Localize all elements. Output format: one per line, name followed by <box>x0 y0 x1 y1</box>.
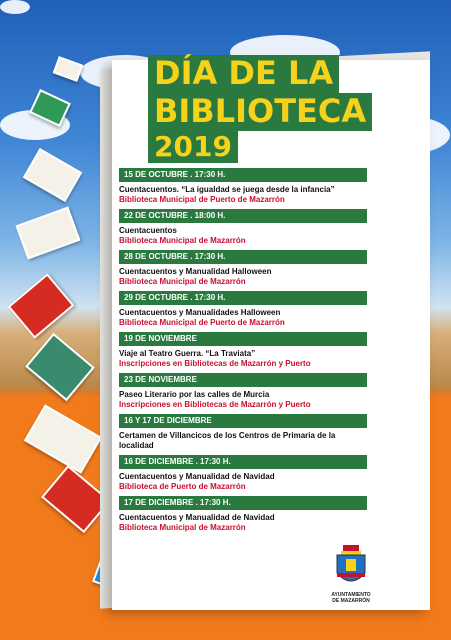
event-date: 17 DE DICIEMBRE . 17:30 H. <box>119 496 367 510</box>
event-venue: Biblioteca Municipal de Mazarrón <box>119 277 246 286</box>
book-icon <box>25 333 95 401</box>
book-icon <box>23 148 82 202</box>
event-item <box>119 168 367 205</box>
event-item <box>119 373 367 410</box>
event-title: Cuentacuentos y Manualidad Halloween <box>119 267 272 276</box>
event-title: Cuentacuentos y Manualidades Halloween <box>119 308 281 317</box>
crest-caption <box>320 592 382 604</box>
event-date: 22 DE OCTUBRE . 18:00 H. <box>119 209 367 223</box>
event-item <box>119 332 367 369</box>
book-icon <box>16 207 81 260</box>
event-title: Viaje al Teatro Guerra. “La Traviata” <box>119 349 256 358</box>
title-line-2: BIBLIOTECA <box>148 93 372 131</box>
event-title: Cuentacuentos y Manualidad de Navidad <box>119 472 275 481</box>
event-date: 28 DE OCTUBRE . 17:30 H. <box>119 250 367 264</box>
event-title: Cuentacuentos. “La igualdad se juega desde la infancia” <box>119 185 335 194</box>
event-venue: Biblioteca Municipal de Mazarrón <box>119 236 246 245</box>
book-icon <box>53 56 84 82</box>
town-crest-icon <box>333 545 369 589</box>
event-item <box>119 250 367 287</box>
event-item <box>119 455 367 492</box>
event-venue: Biblioteca Municipal de Puerto de Mazarrón <box>119 195 285 204</box>
event-item <box>119 209 367 246</box>
crest-line-1: AYUNTAMIENTO <box>331 592 371 598</box>
title-year: 2019 <box>148 131 238 163</box>
crest-line-2: DE MAZARRÓN <box>332 598 370 604</box>
event-venue: Inscripciones en Bibliotecas de Mazarrón y Puerto <box>119 400 311 409</box>
event-title: Paseo Literario por las calles de Murcia <box>119 390 270 399</box>
event-date: 16 Y 17 DE DICIEMBRE <box>119 414 367 428</box>
event-item <box>119 496 367 533</box>
event-title: Cuentacuentos y Manualidad de Navidad <box>119 513 275 522</box>
title-line-1: DÍA DE LA <box>148 55 339 93</box>
event-date: 19 DE NOVIEMBRE <box>119 332 367 346</box>
book-icon <box>8 273 75 339</box>
event-date: 23 DE NOVIEMBRE <box>119 373 367 387</box>
event-venue: Inscripciones en Bibliotecas de Mazarrón y Puerto <box>119 359 311 368</box>
event-venue: Biblioteca Municipal de Puerto de Mazarrón <box>119 318 285 327</box>
event-item <box>119 414 367 451</box>
event-title: Certamen de Villancicos de los Centros de Primaria de la localidad <box>119 431 336 450</box>
event-date: 29 DE OCTUBRE . 17:30 H. <box>119 291 367 305</box>
event-venue: Biblioteca Municipal de Mazarrón <box>119 523 246 532</box>
event-list <box>119 168 367 537</box>
event-title: Cuentacuentos <box>119 226 177 235</box>
event-venue: Biblioteca de Puerto de Mazarrón <box>119 482 246 491</box>
event-date: 16 DE DICIEMBRE . 17:30 H. <box>119 455 367 469</box>
cloud <box>0 0 30 14</box>
event-item <box>119 291 367 328</box>
event-date: 15 DE OCTUBRE . 17:30 H. <box>119 168 367 182</box>
